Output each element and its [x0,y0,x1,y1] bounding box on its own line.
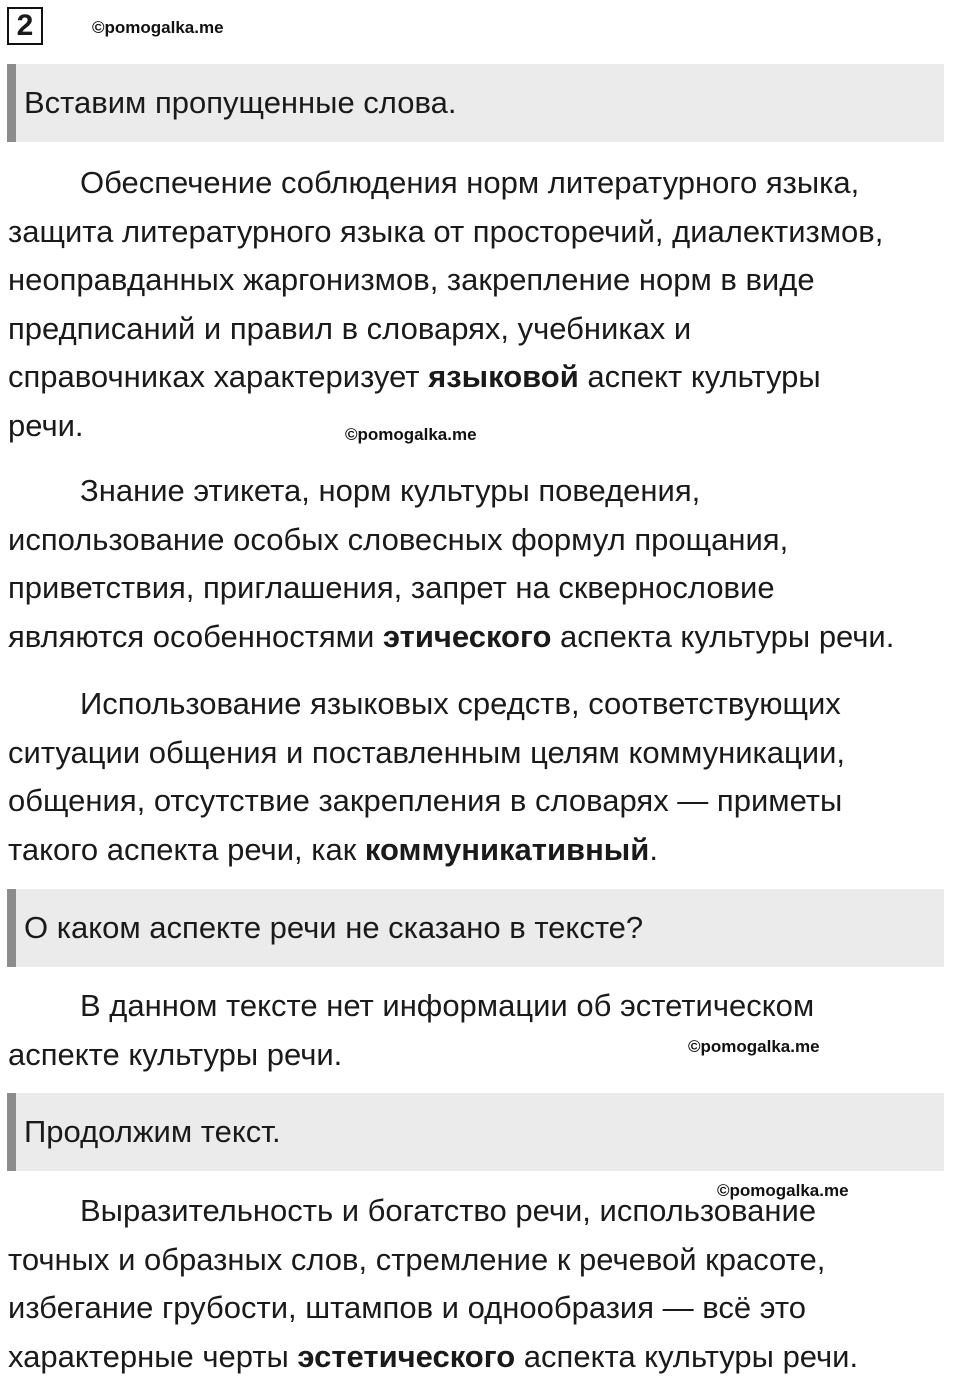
text-fragment: аспекта культуры речи. [551,618,895,654]
paragraph-aesthetic-aspect [8,1187,958,1381]
answer-word-communicative: коммуникативный [364,831,650,867]
text-fragment: характерные черты [8,1338,298,1374]
text-line: точных и образных слов, стремление к речевой красоте, [8,1241,826,1277]
paragraph-language-aspect [8,159,958,450]
text-line: Обеспечение соблюдения норм литературного языка, [80,165,860,200]
text-line: В данном тексте нет информации об эстетическом [80,988,815,1023]
text-line: использование особых словесных формул прощания, [8,521,789,557]
watermark-3: ©pomogalka.me [717,1181,849,1200]
watermark-2: ©pomogalka.me [688,1037,820,1056]
watermark-header: ©pomogalka.me [92,18,224,37]
text-line: ситуации общения и поставленным целям коммуникации, [8,734,846,770]
text-line: общения, отсутствие закрепления в словарях — приметы [8,783,843,818]
text-line: избегание грубости, штампов и однообразия — всё это [8,1290,806,1325]
text-line: аспекте культуры речи. [8,1036,343,1072]
text-fragment: аспект культуры [578,359,821,394]
text-line: защита литературного языка от просторечий, диалектизмов, [8,213,884,249]
text-line [8,353,958,402]
task-number: 2 [7,7,43,45]
paragraph-communicative-aspect [8,680,958,874]
text-line [8,1333,958,1382]
text-line: неоправданных жаргонизмов, закрепление норм в виде [8,262,815,297]
text-fragment: аспекта культуры речи. [515,1338,859,1374]
text-line: приветствия, приглашения, запрет на сквернословие [8,570,775,605]
answer-word-language: языковой [428,359,579,394]
text-fragment: являются особенностями [8,618,383,654]
answer-word-ethical: этического [382,618,552,654]
paragraph-missing-aspect-answer [8,982,958,1079]
section-heading-insert-words: Вставим пропущенные слова. [7,64,944,142]
paragraph-ethical-aspect [8,467,958,661]
text-line [8,613,958,662]
text-line: Знание этикета, норм культуры поведения, [80,473,701,508]
text-fragment: . [649,831,658,867]
text-line: Использование языковых средств, соответствующих [80,686,841,721]
answer-word-aesthetic: эстетического [297,1338,516,1374]
section-heading-missing-aspect: О каком аспекте речи не сказано в тексте? [7,889,944,967]
section-heading-continue-text: Продолжим текст. [7,1093,944,1171]
text-line: речи. [8,407,84,443]
text-line: Выразительность и богатство речи, использование [80,1193,817,1228]
text-line: предписаний и правил в словарях, учебниках и [8,310,692,346]
text-fragment: справочниках характеризует [8,359,429,394]
text-line [8,826,958,875]
watermark-1: ©pomogalka.me [345,425,477,444]
text-fragment: такого аспекта речи, как [8,831,365,867]
